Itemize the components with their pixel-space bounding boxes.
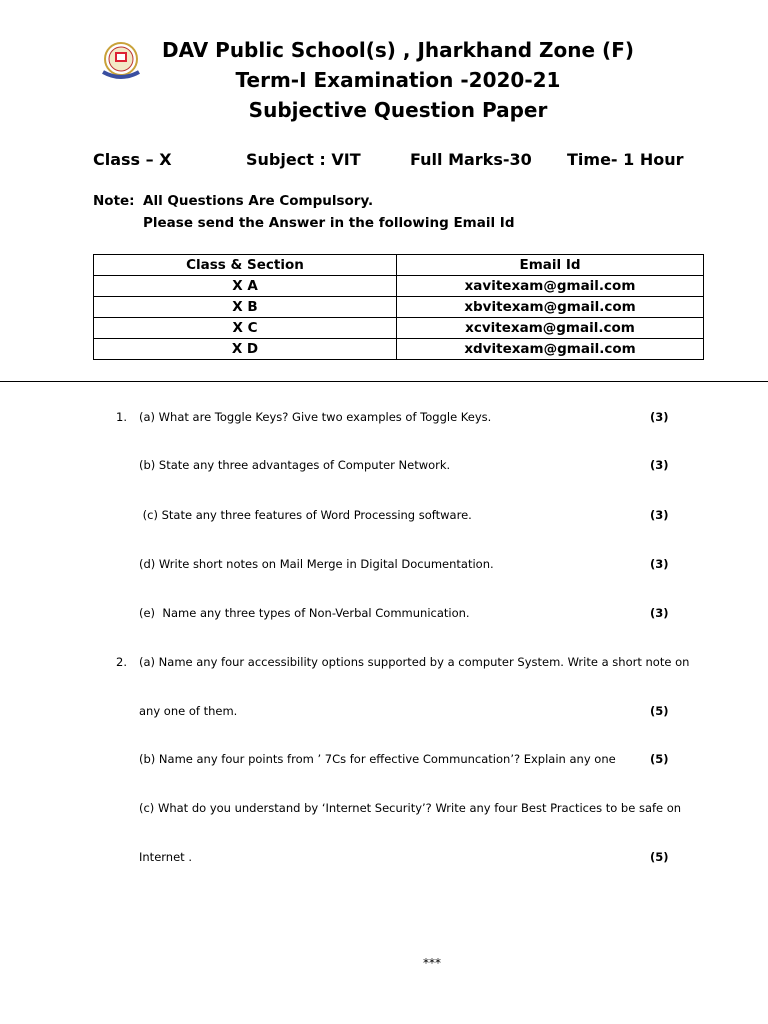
table-row <box>94 339 704 360</box>
question-2a-line-1: (a) Name any four accessibility options supported by a computer System. Write a short note on <box>139 655 690 669</box>
question-2c-marks: (5) <box>650 850 669 864</box>
section-cell: X D <box>94 339 397 360</box>
question-1e: (e) Name any three types of Non-Verbal Communication. <box>139 606 470 620</box>
question-2c-line-2: Internet . <box>139 850 192 864</box>
question-1-number: 1. <box>116 410 127 424</box>
header-class-section: Class & Section <box>94 255 397 276</box>
question-1e-marks: (3) <box>650 606 669 620</box>
question-2a-line-2: any one of them. <box>139 704 238 718</box>
section-cell: X A <box>94 276 397 297</box>
question-2c-line-1: (c) What do you understand by ‘Internet Security’? Write any four Best Practices to be safe on <box>139 801 682 815</box>
question-2b: (b) Name any four points from ’ 7Cs for effective Communcation’? Explain any one <box>139 752 616 766</box>
header-email-id: Email Id <box>397 255 704 276</box>
section-divider <box>0 381 768 382</box>
note-label: Note: <box>93 193 135 209</box>
question-1d: (d) Write short notes on Mail Merge in Digital Documentation. <box>139 557 494 571</box>
full-marks-label: Full Marks-30 <box>410 150 532 169</box>
school-name: DAV Public School(s) , Jharkhand Zone (F) <box>162 38 634 62</box>
email-table <box>93 254 704 360</box>
end-of-paper-mark: *** <box>423 956 441 970</box>
note-line-1: All Questions Are Compulsory. <box>143 193 374 209</box>
question-1b-marks: (3) <box>650 458 669 472</box>
note-line-2: Please send the Answer in the following Email Id <box>143 215 515 231</box>
section-cell: X B <box>94 297 397 318</box>
question-1a-marks: (3) <box>650 410 669 424</box>
subject-label: Subject : VIT <box>246 150 361 169</box>
exam-title: Term-I Examination -2020-21 <box>235 68 561 92</box>
table-header-row <box>94 255 704 276</box>
table-row <box>94 276 704 297</box>
table-row <box>94 318 704 339</box>
question-1d-marks: (3) <box>650 557 669 571</box>
email-cell: xbvitexam@gmail.com <box>397 297 704 318</box>
time-label: Time- 1 Hour <box>567 150 684 169</box>
question-1a: (a) What are Toggle Keys? Give two examples of Toggle Keys. <box>139 410 492 424</box>
question-2-number: 2. <box>116 655 127 669</box>
table-row <box>94 297 704 318</box>
section-cell: X C <box>94 318 397 339</box>
question-1c: (c) State any three features of Word Processing software. <box>139 508 472 522</box>
email-cell: xdvitexam@gmail.com <box>397 339 704 360</box>
email-cell: xcvitexam@gmail.com <box>397 318 704 339</box>
question-1c-marks: (3) <box>650 508 669 522</box>
question-1b: (b) State any three advantages of Computer Network. <box>139 458 451 472</box>
paper-title: Subjective Question Paper <box>248 98 548 122</box>
question-2a-marks: (5) <box>650 704 669 718</box>
class-label: Class – X <box>93 150 172 169</box>
email-cell: xavitexam@gmail.com <box>397 276 704 297</box>
question-2b-marks: (5) <box>650 752 669 766</box>
